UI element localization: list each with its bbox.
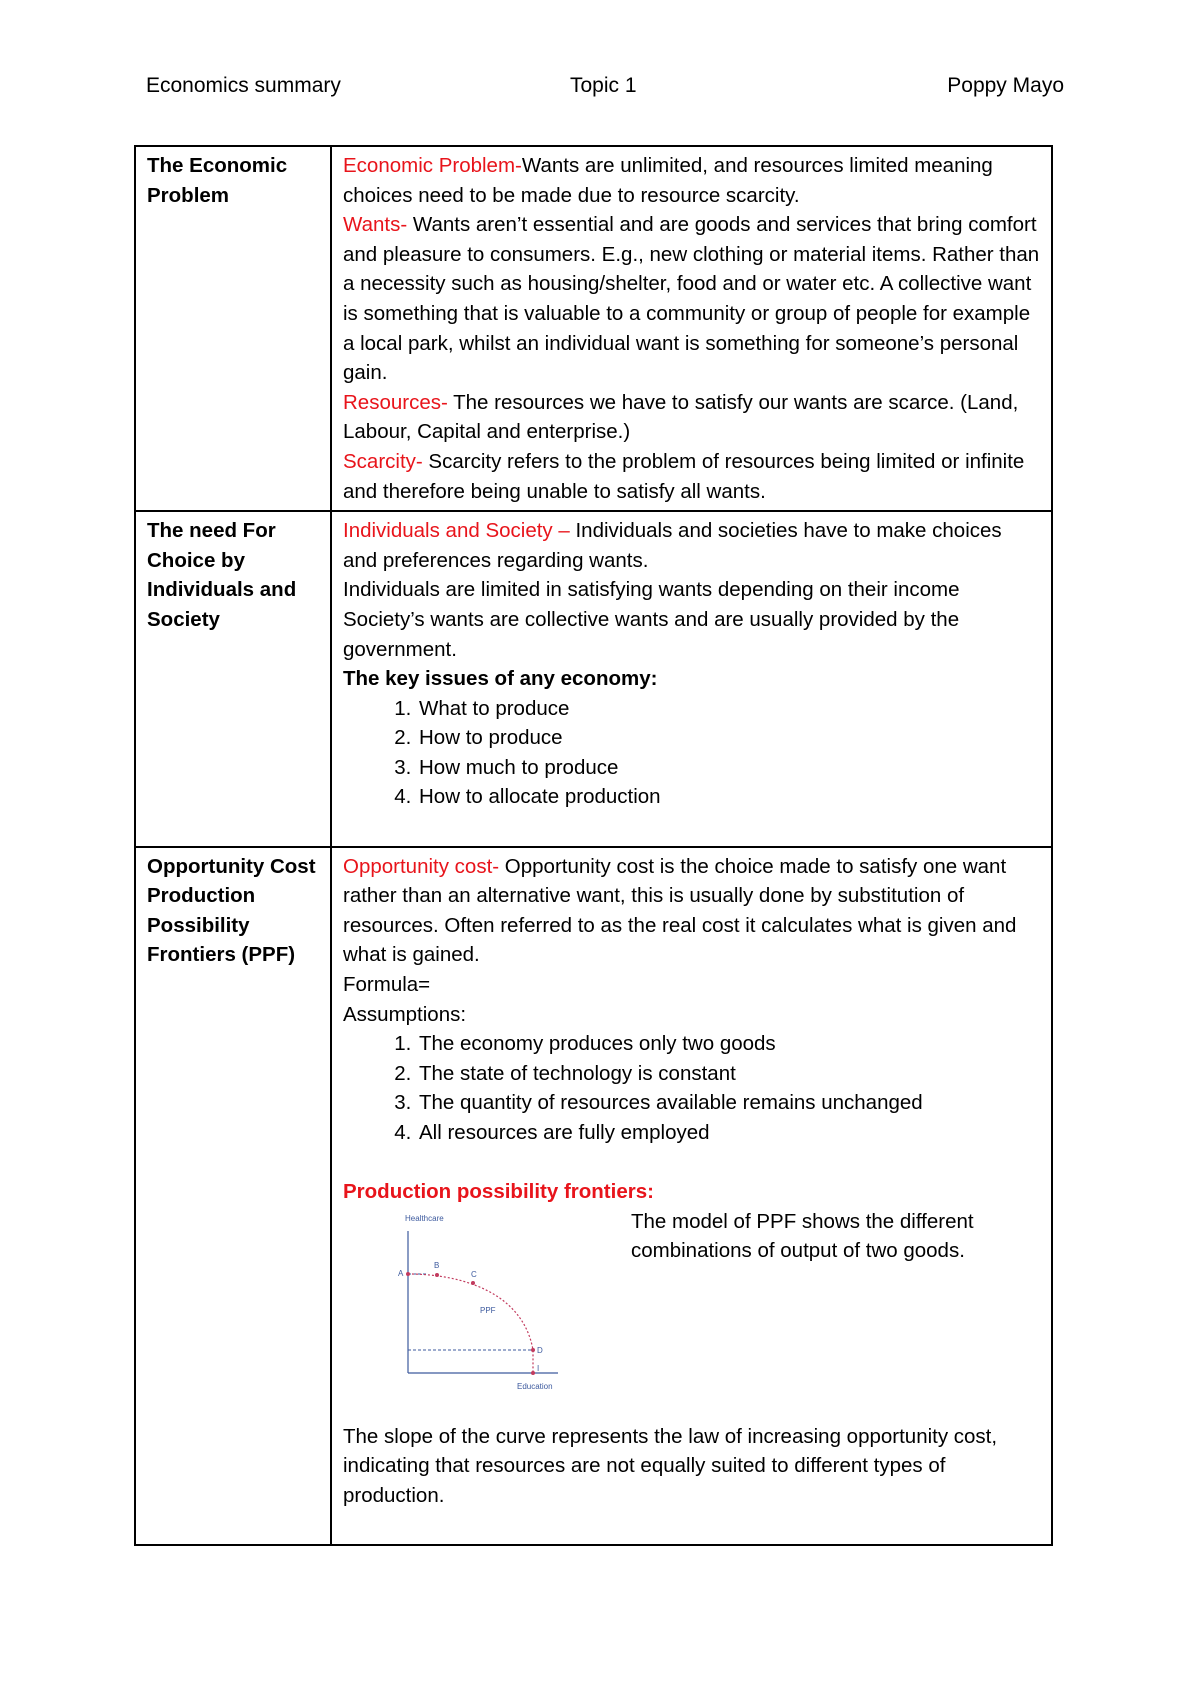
ppf-curve-label: PPF [480, 1305, 496, 1315]
key-issues-heading: The key issues of any economy: [343, 667, 658, 691]
ppf-caption: The model of PPF shows the different combinations of output of two goods. [631, 1209, 974, 1263]
text-resources: The resources we have to satisfy our wants are scarce. (Land, Labour, Capital and enterprise.) [343, 390, 1019, 444]
list-item: 2. How to produce [417, 723, 1041, 753]
text-opportunity-cost: Opportunity cost is the choice made to satisfy one want rather than an alternative want, this is usually done by substitution of resources. Often referred to as the real cost it calculates what is given and what is gained. [343, 854, 1017, 967]
text-economic-problem: Wants are unlimited, and resources limited meaning choices need to be made due to resource scarcity. [343, 154, 993, 207]
list-item: 2. The state of technology is constant [417, 1059, 1041, 1089]
ppf-curve [408, 1274, 533, 1373]
ppf-label-e: I [537, 1363, 540, 1373]
list-item: 4. All resources are fully employed [417, 1118, 1041, 1148]
ppf-conclusion: The slope of the curve represents the law of increasing opportunity cost, indicating that resources are not equally suited to different types of production. [343, 1424, 998, 1507]
page-header [146, 74, 1064, 104]
ppf-label-c: C [471, 1269, 477, 1279]
table-row [135, 146, 1052, 511]
ppf-point-a [406, 1272, 410, 1276]
term-economic-problem: Economic Problem- [343, 154, 522, 177]
definition-economic-problem [343, 151, 1041, 210]
term-individuals-society: Individuals and Society – [343, 519, 570, 543]
header-author: Poppy Mayo [947, 74, 1064, 97]
definition-resources [343, 388, 1041, 447]
ppf-point-c [471, 1281, 475, 1285]
table-row [135, 847, 1052, 1546]
definition-individuals-society [343, 516, 1041, 575]
text-society-wants: Society’s wants are collective wants and are usually provided by the government. [343, 607, 960, 661]
row-label-economic-problem: The Economic Problem [135, 146, 331, 511]
ppf-label-d: D [537, 1345, 543, 1355]
ppf-point-d [531, 1348, 535, 1352]
term-opportunity-cost: Opportunity cost- [343, 854, 500, 878]
ppf-diagram [373, 1213, 573, 1413]
ppf-x-axis-label: Education [517, 1381, 553, 1391]
ppf-label-b: B [434, 1260, 440, 1270]
term-wants: Wants- [343, 213, 408, 237]
definition-wants [343, 210, 1041, 388]
list-item: 1. The economy produces only two goods [417, 1029, 1041, 1059]
ppf-heading: Production possibility frontiers: [343, 1180, 654, 1204]
header-topic: Topic 1 [570, 74, 637, 97]
spacer [343, 1511, 1041, 1541]
definition-opportunity-cost [343, 852, 1041, 970]
formula-line: Formula= [343, 973, 431, 997]
ppf-point-e [531, 1371, 535, 1375]
spacer [343, 812, 1041, 842]
list-item: 4. How to allocate production [417, 782, 1041, 812]
row-content-opportunity-cost [331, 847, 1052, 1546]
table-row [135, 511, 1052, 847]
spacer [343, 1148, 1041, 1178]
header-document-title: Economics summary [146, 74, 341, 97]
assumptions-list [343, 1029, 1041, 1147]
list-item: 3. The quantity of resources available remains unchanged [417, 1088, 1041, 1118]
summary-table [134, 145, 1053, 1546]
term-resources: Resources- [343, 390, 448, 414]
ppf-label-a: A [398, 1268, 404, 1278]
row-content-need-for-choice [331, 511, 1052, 847]
assumptions-heading: Assumptions: [343, 1002, 467, 1026]
row-content-economic-problem [331, 146, 1052, 511]
text-individuals-society: Individuals and societies have to make choices and preferences regarding wants. [343, 519, 1002, 572]
list-item: 1. What to produce [417, 694, 1041, 724]
list-item: 3. How much to produce [417, 753, 1041, 783]
text-wants: Wants aren’t essential and are goods and services that bring comfort and pleasure to consumers. E.g., new clothing or material items. Rather than a necessity such as housing/shelter, food and or water etc. A collective want is something that is valuable to a community or group of people for example a local park, whilst an individual want is something for someone’s personal gain. [343, 213, 1040, 385]
ppf-y-axis-label: Healthcare [405, 1213, 444, 1223]
text-individuals-limited: Individuals are limited in satisfying wants depending on their income [343, 578, 960, 602]
definition-scarcity [343, 447, 1041, 506]
text-scarcity: Scarcity refers to the problem of resources being limited or infinite and therefore being unable to satisfy all wants. [343, 449, 1025, 503]
ppf-point-b [435, 1273, 439, 1277]
row-label-opportunity-cost: Opportunity Cost Production Possibility Frontiers (PPF) [135, 847, 331, 1546]
key-issues-list [343, 694, 1041, 812]
ppf-figure-row [343, 1207, 1041, 1422]
row-label-need-for-choice: The need For Choice by Individuals and Society [135, 511, 331, 847]
term-scarcity: Scarcity- [343, 449, 423, 473]
